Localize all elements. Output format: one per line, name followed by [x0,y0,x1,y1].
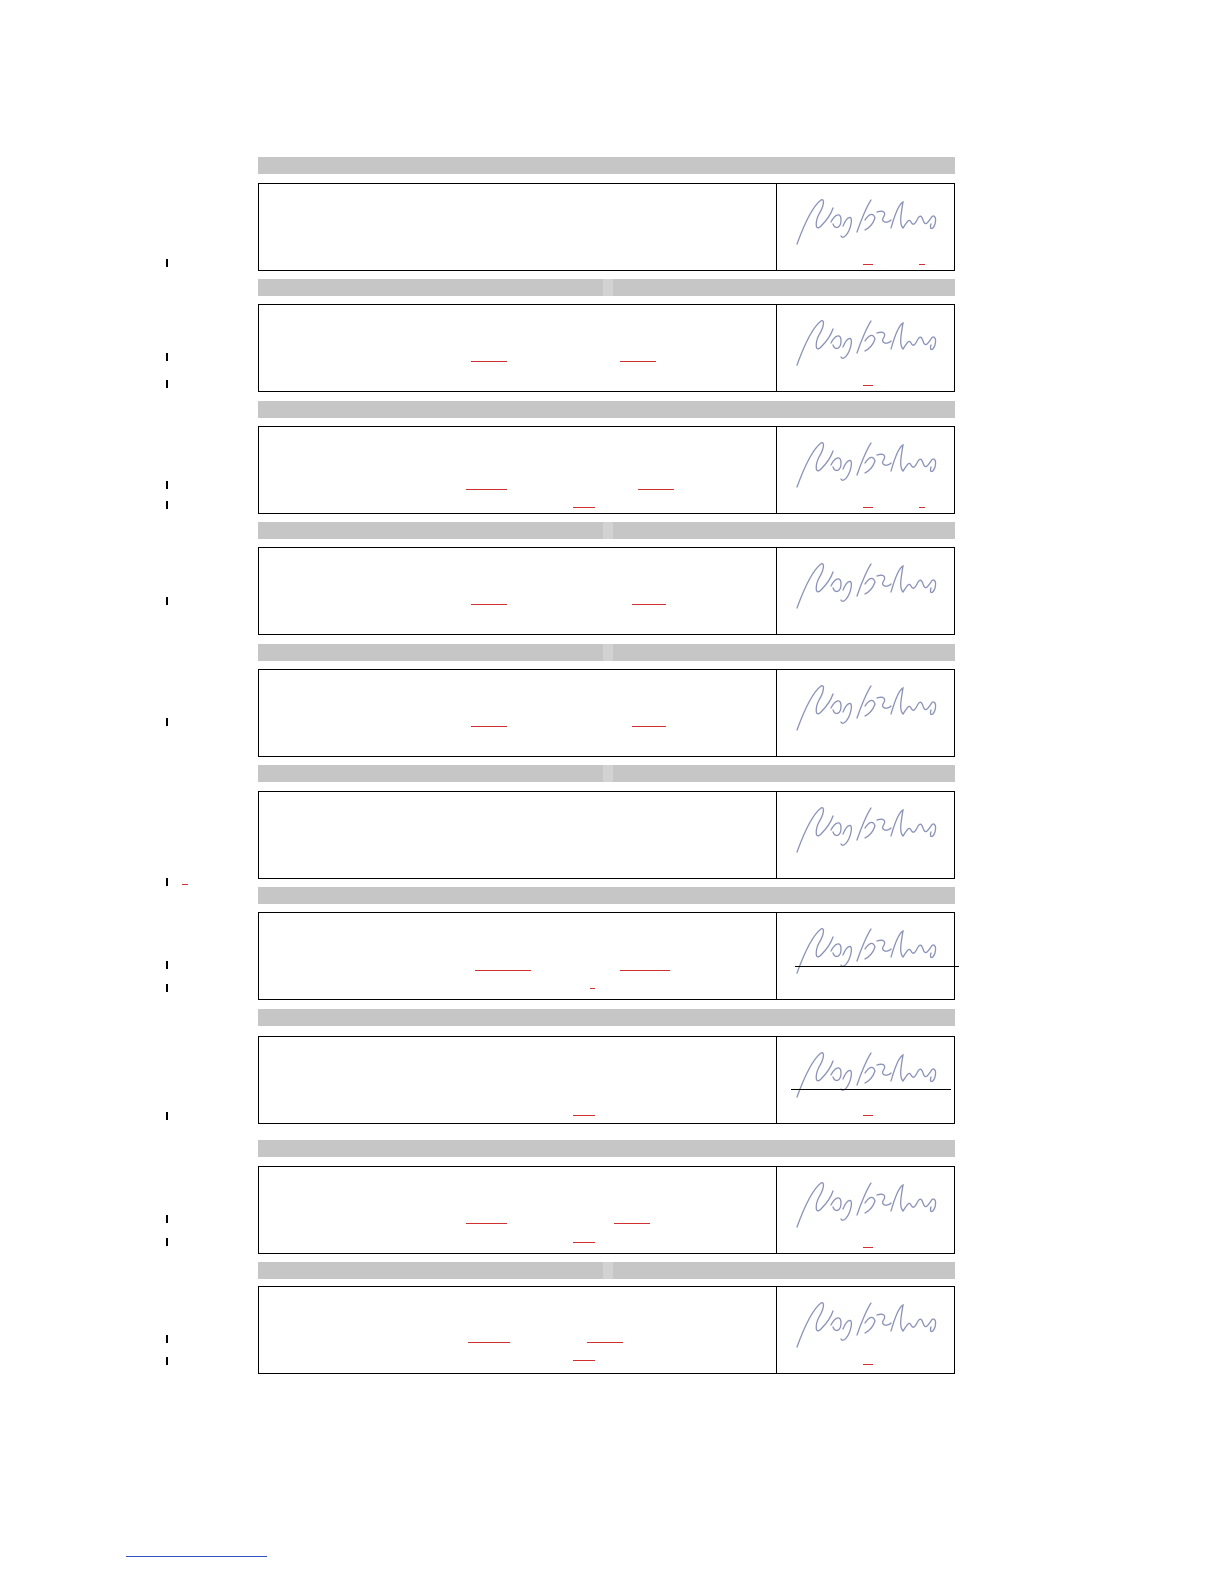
margin-tick-mark [166,597,168,605]
red-underline-mark [468,1342,510,1343]
signature-stroke [891,202,936,229]
handwritten-signature [791,192,941,252]
margin-tick-mark [166,380,168,388]
signature-record-box [258,183,955,271]
signature-stroke [877,1314,891,1325]
signature-cell [777,548,954,634]
red-underline-mark [587,1342,623,1343]
signature-stroke [857,321,875,353]
red-underline-mark [471,726,507,727]
section-header-band [258,157,955,174]
section-header-band [258,644,955,661]
signature-cell [777,1167,954,1253]
signature-stroke [857,1053,875,1085]
red-underline-mark [863,1247,873,1248]
signature-stroke [797,1183,833,1227]
footer-link[interactable] [126,1556,267,1557]
signature-stroke [797,564,833,608]
red-underline-mark [614,1223,650,1224]
signature-record-box [258,912,955,1000]
signature-stroke [891,1185,936,1212]
section-header-band [258,279,955,296]
signature-cell [777,1287,954,1373]
signature-stroke [841,1200,851,1220]
red-underline-mark [466,1223,507,1224]
band-seam [603,522,613,539]
handwritten-signature [791,921,941,981]
band-seam [603,1262,613,1279]
margin-tick-mark [166,1238,168,1246]
handwritten-signature [791,800,941,860]
red-underline-mark [863,1364,873,1365]
signature-record-box [258,1286,955,1374]
signature-stroke [891,931,936,958]
red-underline-mark [863,264,873,265]
signature-stroke [797,200,833,244]
signature-stroke [857,1303,875,1335]
signature-record-box [258,304,955,392]
signature-stroke [841,217,851,237]
margin-tick-mark [166,984,168,992]
signature-stroke [841,946,851,966]
signature-stroke [877,1194,891,1205]
signature-stroke [857,443,875,475]
red-underline-mark [863,1115,873,1116]
band-seam [603,765,613,782]
signature-stroke [841,1320,851,1340]
signature-stroke [831,944,841,957]
section-header-band [258,765,955,782]
signature-stroke [841,825,851,845]
signature-stroke [797,808,833,852]
signature-stroke [841,1070,851,1090]
signature-stroke [831,823,841,836]
section-header-band [258,401,955,418]
red-underline-mark [620,970,670,971]
red-underline-mark [632,726,666,727]
section-header-band [258,1262,955,1279]
signature-stroke [877,454,891,465]
red-underline-mark [573,1115,595,1116]
signature-stroke [857,686,875,718]
signature-stroke [891,1305,936,1332]
signature-line [795,966,959,967]
section-header-band [258,522,955,539]
signature-stroke [877,211,891,222]
red-underline-mark [573,1360,595,1361]
signature-stroke [831,336,841,349]
signature-cell [777,670,954,756]
signature-stroke [877,1064,891,1075]
signature-stroke [857,808,875,840]
signature-stroke [891,810,936,837]
red-underline-mark [863,385,873,386]
margin-tick-mark [166,353,168,361]
signature-stroke [831,579,841,592]
red-underline-mark [638,489,674,490]
red-underline-mark [919,507,925,508]
signature-stroke [841,581,851,601]
signature-stroke [797,686,833,730]
signature-stroke [831,458,841,471]
margin-tick-mark [166,259,168,267]
signature-record-box [258,791,955,879]
signature-stroke [877,575,891,586]
section-header-band [258,1009,955,1026]
section-header-band [258,887,955,904]
margin-tick-mark [166,1112,168,1120]
signature-stroke [891,566,936,593]
red-underline-mark [471,604,507,605]
red-underline-mark [919,264,925,265]
red-underline-mark [466,489,507,490]
red-underline-mark [863,507,873,508]
signature-stroke [831,701,841,714]
section-header-band [258,1140,955,1157]
red-underline-mark [182,884,188,885]
signature-stroke [891,445,936,472]
signature-stroke [841,703,851,723]
signature-stroke [797,1053,833,1097]
signature-stroke [831,1318,841,1331]
signature-stroke [831,1068,841,1081]
handwritten-signature [791,678,941,738]
handwritten-signature [791,556,941,616]
signature-record-box [258,547,955,635]
margin-tick-mark [166,1357,168,1365]
signature-stroke [877,332,891,343]
red-underline-mark [632,604,666,605]
red-underline-mark [475,970,531,971]
handwritten-signature [791,313,941,373]
margin-tick-mark [166,1215,168,1223]
margin-tick-mark [166,501,168,509]
signature-stroke [877,697,891,708]
handwritten-signature [791,1175,941,1235]
signature-stroke [831,1198,841,1211]
signature-stroke [797,1303,833,1347]
signature-cell [777,427,954,513]
band-seam [603,279,613,296]
signature-stroke [857,929,875,961]
signature-stroke [857,1183,875,1215]
margin-tick-mark [166,481,168,489]
signature-stroke [891,1055,936,1082]
signature-stroke [831,215,841,228]
signature-line [791,1089,951,1090]
signature-stroke [891,323,936,350]
red-underline-mark [620,361,656,362]
signature-record-box [258,669,955,757]
red-underline-mark [573,1242,595,1243]
signature-cell [777,305,954,391]
signature-record-box [258,426,955,514]
red-underline-mark [471,361,507,362]
signature-stroke [877,819,891,830]
red-underline-mark [590,988,595,989]
band-seam [603,644,613,661]
margin-tick-mark [166,961,168,969]
signature-cell [777,1037,954,1123]
margin-tick-mark [166,718,168,726]
signature-stroke [797,443,833,487]
handwritten-signature [791,1045,941,1105]
signature-cell [777,913,954,999]
margin-tick-mark [166,1335,168,1343]
signature-stroke [857,200,875,232]
margin-tick-mark [166,878,168,886]
signature-stroke [891,688,936,715]
signature-stroke [857,564,875,596]
signature-stroke [877,940,891,951]
red-underline-mark [573,507,595,508]
signature-record-box [258,1036,955,1124]
signature-record-box [258,1166,955,1254]
signature-cell [777,184,954,270]
handwritten-signature [791,435,941,495]
handwritten-signature [791,1295,941,1355]
signature-stroke [797,321,833,365]
signature-stroke [841,460,851,480]
signature-stroke [841,338,851,358]
signature-cell [777,792,954,878]
